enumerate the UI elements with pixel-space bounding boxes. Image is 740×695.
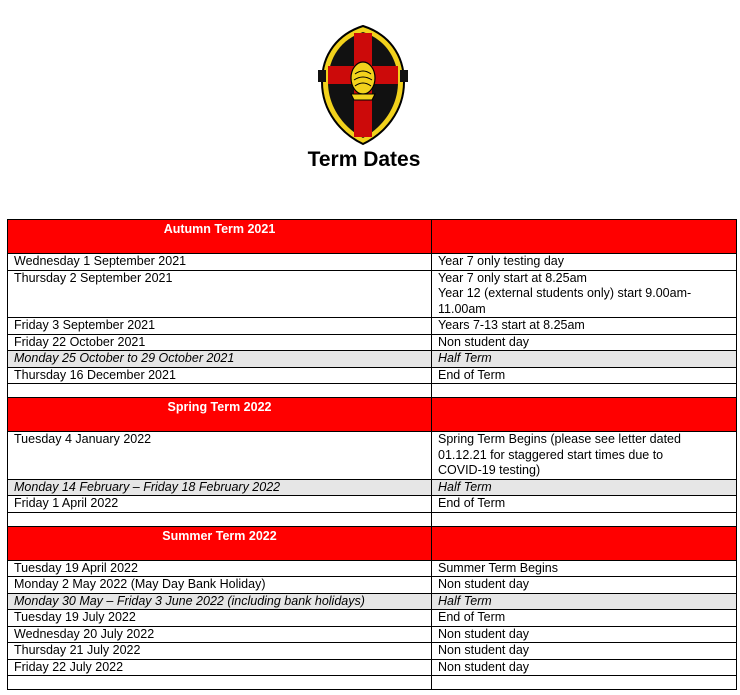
date-cell: Tuesday 4 January 2022 [8, 432, 432, 480]
info-line: 11.00am [438, 301, 486, 316]
date-cell: Wednesday 1 September 2021 [8, 254, 432, 271]
date-cell: Monday 30 May – Friday 3 June 2022 (including bank holidays) [8, 593, 432, 610]
term-header-row [8, 526, 737, 560]
date-cell: Thursday 2 September 2021 [8, 270, 432, 318]
date-cell: Tuesday 19 July 2022 [8, 610, 432, 627]
term-header-blank [432, 526, 737, 560]
half-term-row [8, 479, 737, 496]
term-header-row [8, 220, 737, 254]
table-row [8, 318, 737, 335]
info-cell [432, 432, 737, 480]
info-line: End of Term [438, 367, 506, 382]
info-cell [432, 560, 737, 577]
term-name: Autumn Term 2021 [8, 220, 432, 254]
info-cell [432, 626, 737, 643]
info-line: Years 7-13 start at 8.25am [438, 318, 585, 332]
table-row [8, 367, 737, 384]
table-row [8, 626, 737, 643]
info-cell [432, 351, 737, 368]
info-cell [432, 254, 737, 271]
info-line: Non student day [438, 577, 530, 591]
date-cell: Monday 14 February – Friday 18 February 2022 [8, 479, 432, 496]
info-line: End of Term [438, 610, 506, 624]
info-cell [432, 610, 737, 627]
term-header-row [8, 398, 737, 432]
date-cell: Friday 3 September 2021 [8, 318, 432, 335]
info-line: Non student day [438, 334, 530, 349]
table-row [8, 270, 737, 318]
info-line: Half Term [438, 351, 492, 365]
info-line: Non student day [438, 643, 530, 657]
date-cell: Monday 25 October to 29 October 2021 [8, 351, 432, 368]
table-row [8, 610, 737, 627]
info-cell [432, 577, 737, 594]
info-line: Half Term [438, 479, 492, 494]
info-line: Year 12 (external students only) start 9.00am- [438, 286, 692, 300]
info-cell [432, 593, 737, 610]
info-line: COVID-19 testing) [438, 463, 541, 477]
table-row [8, 560, 737, 577]
school-crest-icon [318, 24, 408, 146]
info-line: Half Term [438, 593, 492, 608]
table-row [8, 659, 737, 676]
term-name: Spring Term 2022 [8, 398, 432, 432]
info-cell [432, 496, 737, 513]
info-cell [432, 367, 737, 384]
spacer-row [8, 384, 737, 398]
table-row [8, 577, 737, 594]
term-dates-table [7, 219, 737, 690]
table-row [8, 254, 737, 271]
info-line: 01.12.21 for staggered start times due to [438, 447, 664, 462]
table-row [8, 643, 737, 660]
date-cell: Monday 2 May 2022 (May Day Bank Holiday) [8, 577, 432, 594]
info-cell [432, 643, 737, 660]
date-cell: Thursday 16 December 2021 [8, 367, 432, 384]
date-cell: Wednesday 20 July 2022 [8, 626, 432, 643]
table-row [8, 432, 737, 480]
table-row [8, 496, 737, 513]
info-line: Non student day [438, 626, 530, 641]
info-line: Spring Term Begins (please see letter dated [438, 432, 681, 446]
info-line: Non student day [438, 659, 530, 674]
info-cell [432, 318, 737, 335]
info-cell [432, 334, 737, 351]
page-title: Term Dates [307, 148, 421, 171]
info-cell [432, 479, 737, 496]
term-header-blank [432, 398, 737, 432]
date-cell: Friday 22 July 2022 [8, 659, 432, 676]
info-line: Year 7 only testing day [438, 254, 565, 268]
spacer-row [8, 676, 737, 690]
info-line: Year 7 only start at 8.25am [438, 270, 587, 285]
date-cell: Thursday 21 July 2022 [8, 643, 432, 660]
spacer-row [8, 512, 737, 526]
term-name: Summer Term 2022 [8, 526, 432, 560]
half-term-row [8, 593, 737, 610]
date-cell: Friday 22 October 2021 [8, 334, 432, 351]
date-cell: Tuesday 19 April 2022 [8, 560, 432, 577]
info-cell [432, 659, 737, 676]
table-row [8, 334, 737, 351]
half-term-row [8, 351, 737, 368]
date-cell: Friday 1 April 2022 [8, 496, 432, 513]
info-line: End of Term [438, 496, 506, 510]
info-cell [432, 270, 737, 318]
term-header-blank [432, 220, 737, 254]
info-line: Summer Term Begins [438, 560, 558, 575]
